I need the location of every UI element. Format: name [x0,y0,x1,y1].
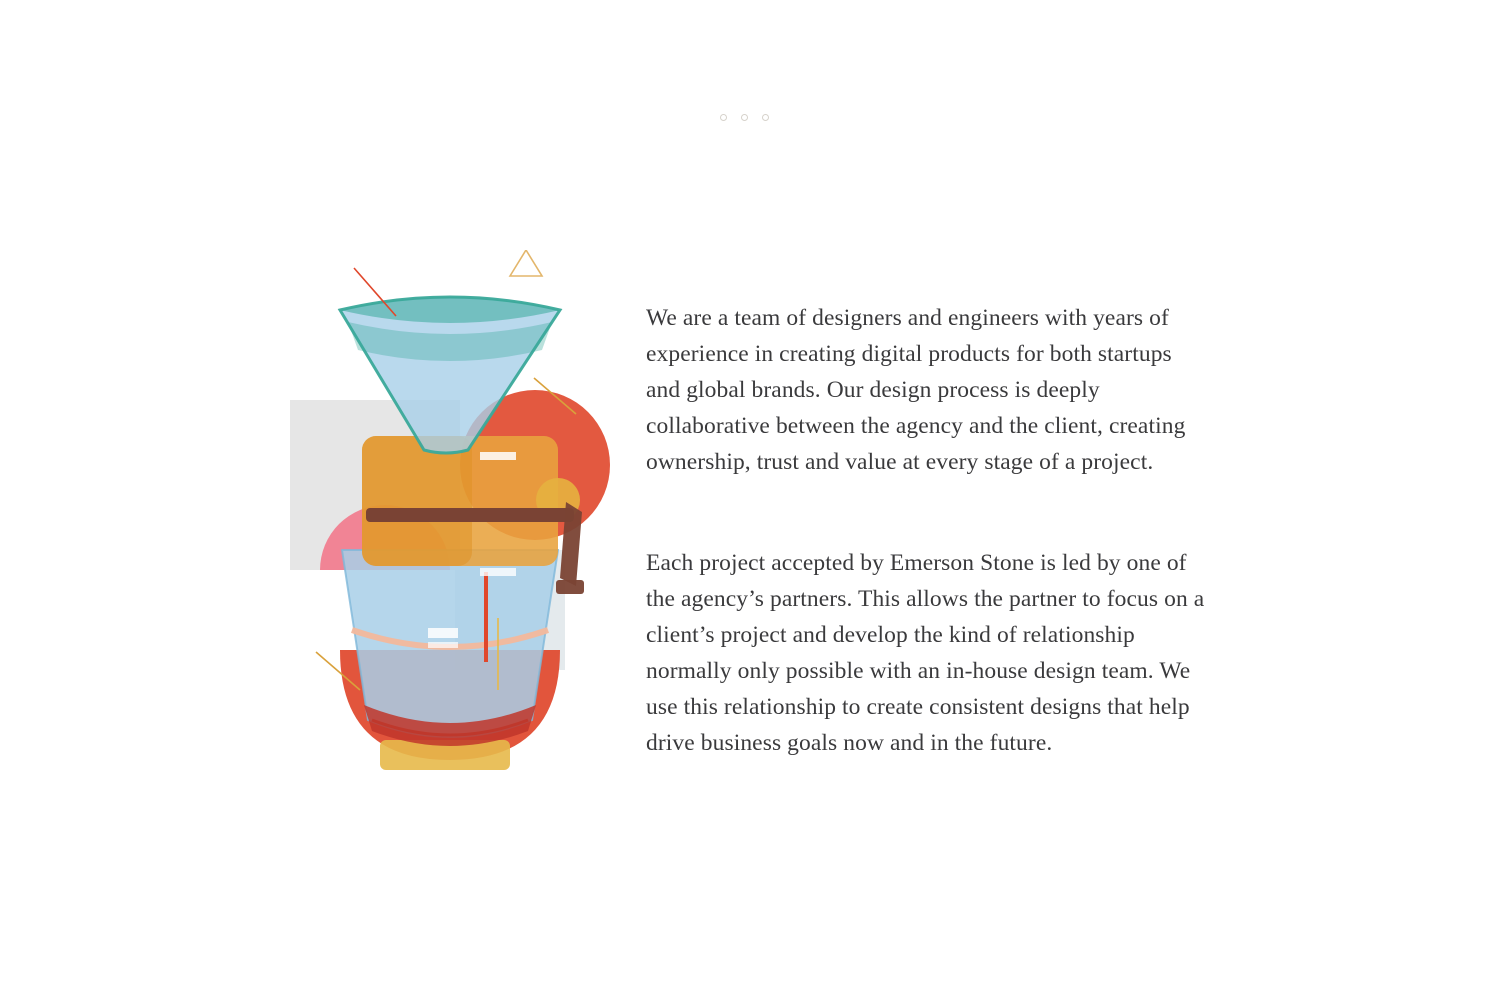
paragraph-1: We are a team of designers and engineers with years of experience in creating digital products for both startups and global brands. Our design process is deeply collaborative between the agency and the client, creating ownership, trust and value at every stage of a project. [646,305,1186,475]
about-copy [646,300,1206,761]
wood-collar-shape [366,508,574,522]
divider-dot-3 [762,114,769,121]
three-dot-divider [0,114,1488,121]
triangle-outline-shape [510,250,542,276]
divider-dot-2 [741,114,748,121]
paragraph-2: Each project accepted by Emerson Stone is led by one of the agency’s partners. This allows the partner to focus on a client’s project and develop the kind of relationship normally only possible with an in-house design team. We use this relationship to create consistent designs that help drive business goals now and in the future. [646,550,1205,756]
chemex-illustration [280,250,620,780]
divider-dot-1 [720,114,727,121]
